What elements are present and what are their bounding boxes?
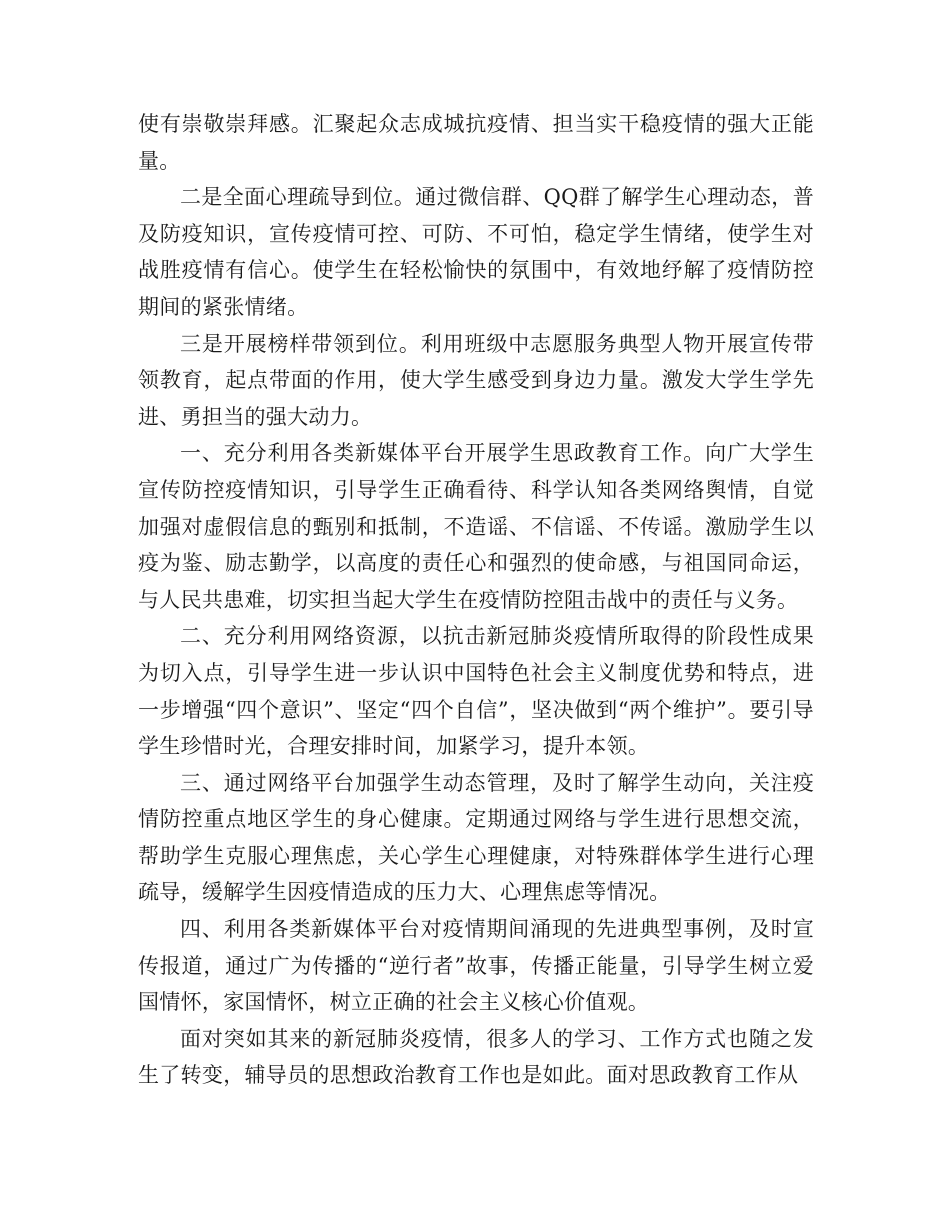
paragraph-6: 三、通过网络平台加强学生动态管理，及时了解学生动向，关注疫情防控重点地区学生的身心健康。定期通过网络与学生进行思想交流，帮助学生克服心理焦虑，关心学生心理健康，对特殊群体学生进行心理疏导，缓解学生因疫情造成的压力大、心理焦虑等情况。	[138, 770, 814, 905]
paragraph-3: 三是开展榜样带领到位。利用班级中志愿服务典型人物开展宣传带领教育，起点带面的作用，使大学生感受到身边力量。激发大学生学先进、勇担当的强大动力。	[138, 331, 814, 429]
paragraph-5: 二、充分利用网络资源，以抗击新冠肺炎疫情所取得的阶段性成果为切入点，引导学生进一步认识中国特色社会主义制度优势和特点，进一步增强“四个意识”、坚定“四个自信”，坚决做到“两个维护”。要引导学生珍惜时光，合理安排时间，加紧学习，提升本领。	[138, 624, 814, 759]
paragraph-4: 一、充分利用各类新媒体平台开展学生思政教育工作。向广大学生宣传防控疫情知识，引导学生正确看待、科学认知各类网络舆情，自觉加强对虚假信息的甄别和抵制，不造谣、不信谣、不传谣。激励学生以疫为鉴、励志勤学，以高度的责任心和强烈的使命感，与祖国同命运，与人民共患难，切实担当起大学生在疫情防控阻击战中的责任与义务。	[138, 441, 814, 612]
paragraph-2: 二是全面心理疏导到位。通过微信群、QQ群了解学生心理动态，普及防疫知识，宣传疫情可控、可防、不可怕，稳定学生情绪，使学生对战胜疫情有信心。使学生在轻松愉快的氛围中，有效地纾解了疫情防控期间的紧张情绪。	[138, 185, 814, 319]
paragraph-7: 四、利用各类新媒体平台对疫情期间涌现的先进典型事例，及时宣传报道，通过广为传播的“逆行者”故事，传播正能量，引导学生树立爱国情怀，家国情怀，树立正确的社会主义核心价值观。	[138, 917, 814, 1015]
paragraph-8: 面对突如其来的新冠肺炎疫情，很多人的学习、工作方式也随之发生了转变，辅导员的思想政治教育工作也是如此。面对思政教育工作从	[138, 1026, 814, 1088]
document-body	[138, 106, 814, 1094]
paragraph-1: 使有崇敬崇拜感。汇聚起众志成城抗疫情、担当实干稳疫情的强大正能量。	[138, 112, 814, 173]
